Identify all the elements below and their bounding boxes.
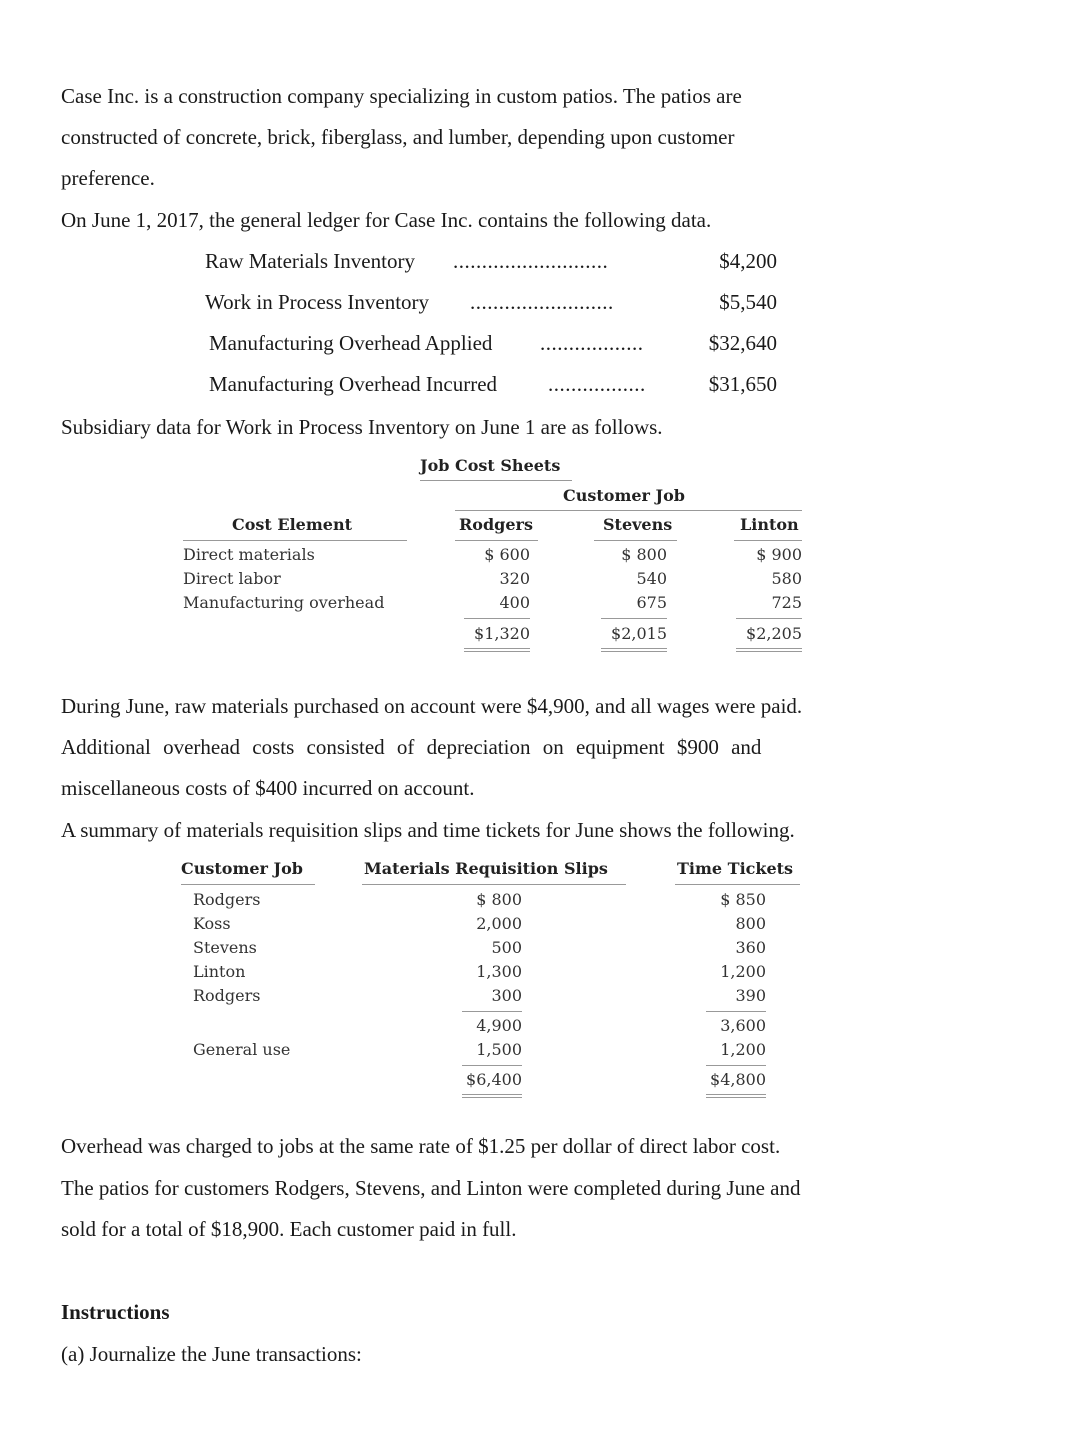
leader-dots: ........................... [453,249,609,273]
intro-line-2: constructed of concrete, brick, fiberglass, and lumber, depending upon customer [61,125,735,149]
ledger-value: $32,640 [708,331,777,355]
cell-value: $ 600 [484,545,530,564]
total-value: $1,320 [474,624,530,643]
row-label: Direct labor [183,569,281,588]
ledger-value: $31,650 [708,372,777,396]
subtotal-underline [736,618,802,619]
ledger-label: Manufacturing Overhead Incurred [209,372,498,396]
general-use-label: General use [193,1040,291,1059]
june-line-3: miscellaneous costs of $400 incurred on account. [61,776,475,800]
time-total: $4,800 [710,1070,766,1089]
materials-subtotal: 4,900 [476,1016,522,1035]
header-underline [183,540,407,541]
ledger-list [205,241,777,405]
title-underline [420,480,572,481]
materials-value: 1,500 [476,1040,522,1059]
subtotal-underline [462,1011,522,1012]
ledger-intro: On June 1, 2017, the general ledger for Case Inc. contains the following data. [61,208,712,232]
double-underline [736,648,802,652]
june-line-4: A summary of materials requisition slips and time tickets for June shows the following. [61,818,795,842]
ledger-row [205,323,777,364]
job-cost-title: Job Cost Sheets [420,456,561,475]
job-name: Rodgers [193,986,261,1005]
column-header-rodgers: Rodgers [459,515,533,534]
time-value: 360 [735,938,766,957]
time-value: 1,200 [720,962,766,981]
double-underline [464,648,530,652]
ledger-label: Raw Materials Inventory [205,249,415,273]
customer-job-header: Customer Job [563,486,685,505]
june-line-1: During June, raw materials purchased on account were $4,900, and all wages were paid. [61,694,803,718]
cell-value: 540 [636,569,667,588]
total-value: $2,015 [611,624,667,643]
time-subtotal: 3,600 [720,1016,766,1035]
time-value: 390 [735,986,766,1005]
instruction-item-a: (a) Journalize the June transactions: [61,1342,362,1366]
materials-value: 500 [491,938,522,957]
materials-value: 2,000 [476,914,522,933]
cell-value: 675 [636,593,667,612]
cell-value: 580 [771,569,802,588]
header-underline [362,884,626,885]
header-underline [181,884,315,885]
cost-element-header: Cost Element [232,515,352,534]
ledger-label: Manufacturing Overhead Applied [209,331,493,355]
leader-dots: .................. [540,331,644,355]
leader-dots: ................. [548,372,646,396]
ledger-row [205,364,777,405]
double-underline [601,648,667,652]
instructions-heading: Instructions [61,1300,170,1324]
header-underline [675,884,800,885]
header-underline [734,540,802,541]
materials-header: Materials Requisition Slips [364,859,608,878]
total-value: $2,205 [746,624,802,643]
cell-value: $ 800 [621,545,667,564]
overhead-line-3: sold for a total of $18,900. Each customer paid in full. [61,1217,517,1241]
ledger-label: Work in Process Inventory [205,290,430,314]
ledger-row [205,241,777,282]
ledger-value: $4,200 [719,249,777,273]
june-line-2: Additional overhead costs consisted of depreciation on equipment $900 and [61,735,762,759]
total-underline [706,1065,766,1066]
cell-value: 400 [499,593,530,612]
materials-value: 300 [491,986,522,1005]
time-value: 800 [735,914,766,933]
ledger-row [205,282,777,323]
customer-job-header: Customer Job [181,859,303,878]
header-underline [594,540,677,541]
materials-value: 1,300 [476,962,522,981]
intro-line-3: preference. [61,166,155,190]
intro-line-1: Case Inc. is a construction company specializing in custom patios. The patios are [61,84,742,108]
double-underline [706,1094,766,1098]
row-label: Direct materials [183,545,315,564]
subtotal-underline [706,1011,766,1012]
column-header-stevens: Stevens [603,515,673,534]
total-underline [462,1065,522,1066]
overhead-line-1: Overhead was charged to jobs at the same rate of $1.25 per dollar of direct labor cost. [61,1134,781,1158]
subtotal-underline [464,618,530,619]
row-label: Manufacturing overhead [183,593,385,612]
materials-total: $6,400 [466,1070,522,1089]
leader-dots: ......................... [470,290,614,314]
time-value: $ 850 [720,890,766,909]
ledger-value: $5,540 [719,290,777,314]
header-underline [455,540,538,541]
column-header-linton: Linton [740,515,799,534]
time-value: 1,200 [720,1040,766,1059]
materials-value: $ 800 [476,890,522,909]
job-name: Rodgers [193,890,261,909]
overhead-line-2: The patios for customers Rodgers, Stevens, and Linton were completed during June and [61,1176,801,1200]
cell-value: 320 [499,569,530,588]
subtotal-underline [601,618,667,619]
job-name: Koss [193,914,231,933]
cell-value: $ 900 [756,545,802,564]
cell-value: 725 [771,593,802,612]
job-name: Linton [193,962,246,981]
double-underline [462,1094,522,1098]
time-tickets-header: Time Tickets [677,859,794,878]
job-name: Stevens [193,938,257,957]
group-underline [455,510,802,511]
subsidiary-intro: Subsidiary data for Work in Process Inventory on June 1 are as follows. [61,415,663,439]
